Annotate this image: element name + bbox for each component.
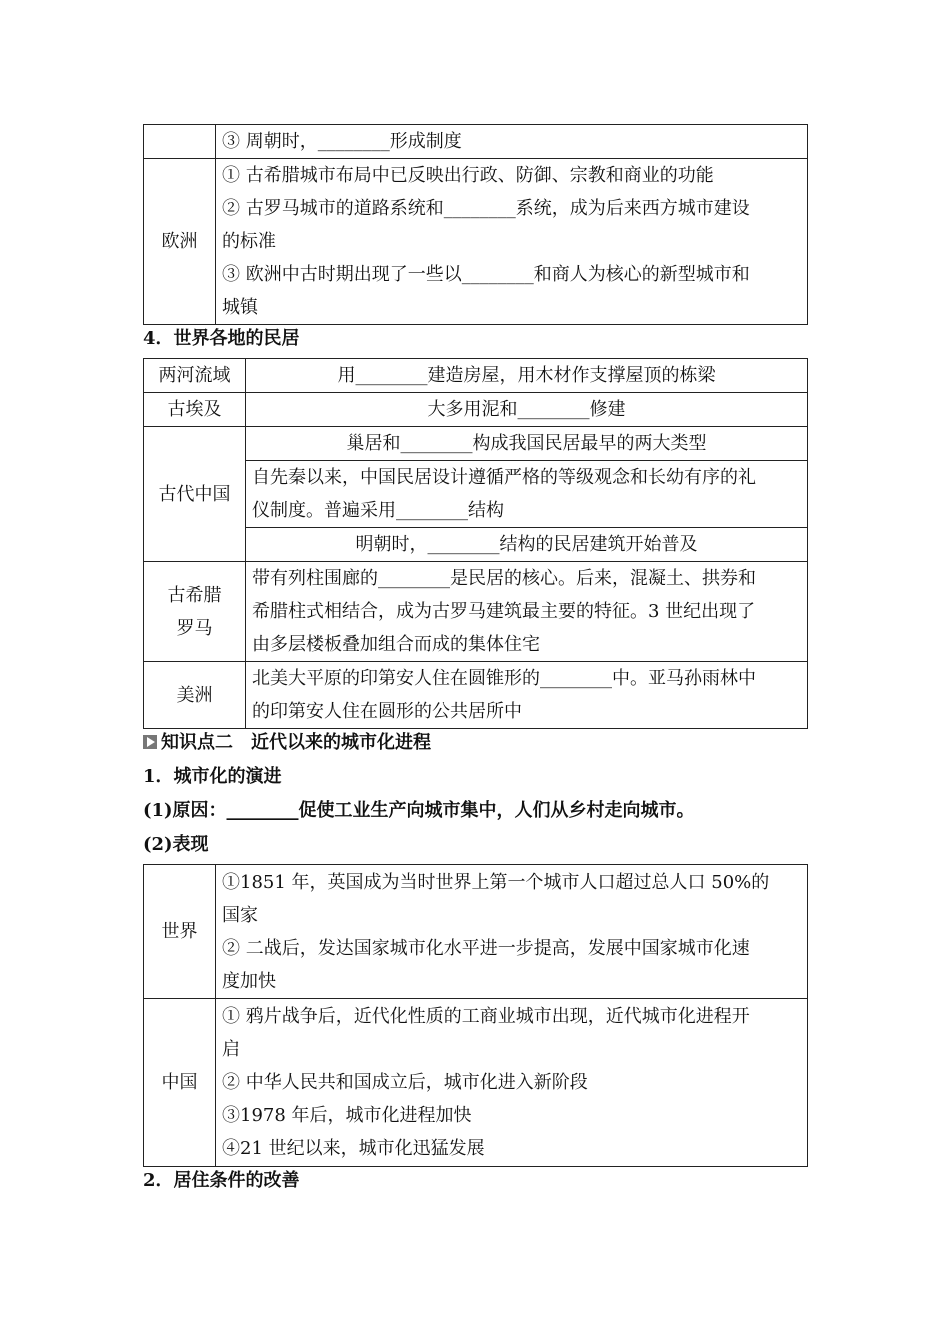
ancient-china-label: 古代中国	[144, 427, 246, 562]
reason-paragraph: (1)原因：________促使工业生产向城市集中，人们从乡村走向城市。	[143, 800, 695, 821]
china-row2: 自先秦以来，中国民居设计遵循严格的等级观念和长幼有序的礼 仪制度。普遍采用________结构	[246, 461, 808, 528]
section4-heading: 4．世界各地的民居	[143, 328, 300, 349]
greece-rome-label: 古希腊 罗马	[144, 562, 246, 662]
greece-rome-content: 带有列柱围廊的________是民居的核心。后来，混凝土、拱券和 希腊柱式相结合，成为古罗马建筑最主要的特征。3 世纪出现了 由多层楼板叠加组合而成的集体住宅	[246, 562, 808, 662]
world-content: ①1851 年，英国成为当时世界上第一个城市人口超过总人口 50%的 国家 ② 二战后，发达国家城市化水平进一步提高，发展中国家城市化速 度加快	[216, 865, 808, 999]
mesopotamia-label: 两河流域	[144, 359, 246, 393]
world-label: 世界	[144, 865, 216, 999]
knowledge-point-heading: 知识点二 近代以来的城市化进程	[143, 728, 431, 758]
mesopotamia-text: 用________建造房屋，用木材作支撑屋顶的栋梁	[246, 359, 808, 393]
america-label: 美洲	[144, 662, 246, 729]
urbanization-heading: 1．城市化的演进	[143, 766, 282, 787]
china-row1: 巢居和________构成我国民居最早的两大类型	[246, 427, 808, 461]
egypt-text: 大多用泥和________修建	[246, 393, 808, 427]
china-row3: 明朝时，________结构的民居建筑开始普及	[246, 528, 808, 562]
zhou-row: ③ 周朝时，________形成制度	[216, 125, 808, 159]
urbanization-table	[143, 864, 808, 1167]
city-origin-table	[143, 124, 808, 325]
america-content: 北美大平原的印第安人住在圆锥形的________中。亚马孙雨林中 的印第安人住在圆形的公共居所中	[246, 662, 808, 729]
empty-label-cell	[144, 125, 216, 159]
play-triangle-icon	[143, 735, 157, 749]
china-label: 中国	[144, 999, 216, 1167]
china-content: ① 鸦片战争后，近代化性质的工商业城市出现，近代城市化进程开 启 ② 中华人民共和国成立后，城市化进入新阶段 ③1978 年后，城市化进程加快 ④21 世纪以来，城市化迅猛发展	[216, 999, 808, 1167]
europe-content: ① 古希腊城市布局中已反映出行政、防御、宗教和商业的功能 ② 古罗马城市的道路系统和________系统，成为后来西方城市建设 的标准 ③ 欧洲中古时期出现了一些以________和商人为核心的新型城市和 城镇	[216, 159, 808, 325]
dwelling-table	[143, 358, 808, 729]
living-conditions-heading: 2．居住条件的改善	[143, 1170, 300, 1191]
europe-label: 欧洲	[144, 159, 216, 325]
egypt-label: 古埃及	[144, 393, 246, 427]
performance-heading: (2)表现	[143, 834, 209, 855]
